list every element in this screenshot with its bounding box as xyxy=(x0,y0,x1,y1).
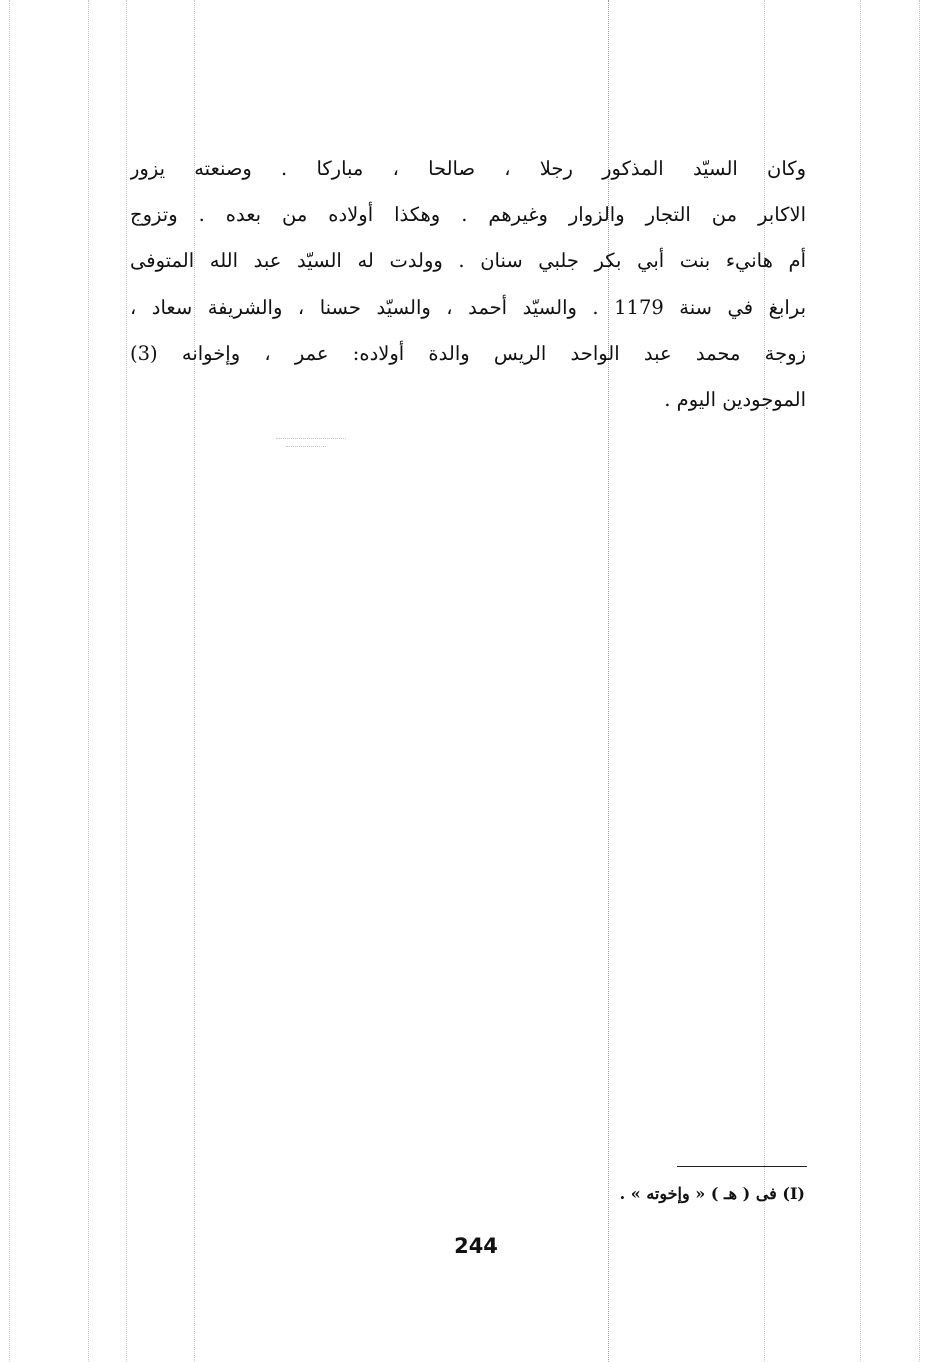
scan-smudge xyxy=(276,438,346,439)
scan-line xyxy=(88,0,89,1362)
footnote: (I) فى ( هـ ) « وإخوته » . xyxy=(619,1184,805,1203)
page-number: 244 xyxy=(454,1234,498,1258)
body-line: زوجة محمد عبد الواحد الريس والدة أولاده: عمر ، وإخوانه (3) xyxy=(130,341,806,365)
body-line: أم هانيء بنت أبي بكر جلبي سنان . وولدت له السيّد عبد الله المتوفى xyxy=(130,249,806,273)
body-line: الاكابر من التجار والزوار وغيرهم . وهكذا أولاده من بعده . وتزوج xyxy=(130,203,806,227)
scan-line xyxy=(126,0,127,1362)
body-paragraph xyxy=(130,146,806,423)
body-line: برابغ في سنة 1179 . والسيّد أحمد ، والسيّد حسنا ، والشريفة سعاد ، xyxy=(130,295,806,319)
scan-line xyxy=(919,0,920,1362)
footnote-separator xyxy=(677,1166,807,1167)
body-line: الموجودين اليوم . xyxy=(664,387,806,411)
scan-smudge xyxy=(286,446,326,447)
body-line: وكان السيّد المذكور رجلا ، صالحا ، مباركا . وصنعته يزور xyxy=(130,157,806,180)
scan-line xyxy=(860,0,861,1362)
scan-line xyxy=(9,0,10,1362)
